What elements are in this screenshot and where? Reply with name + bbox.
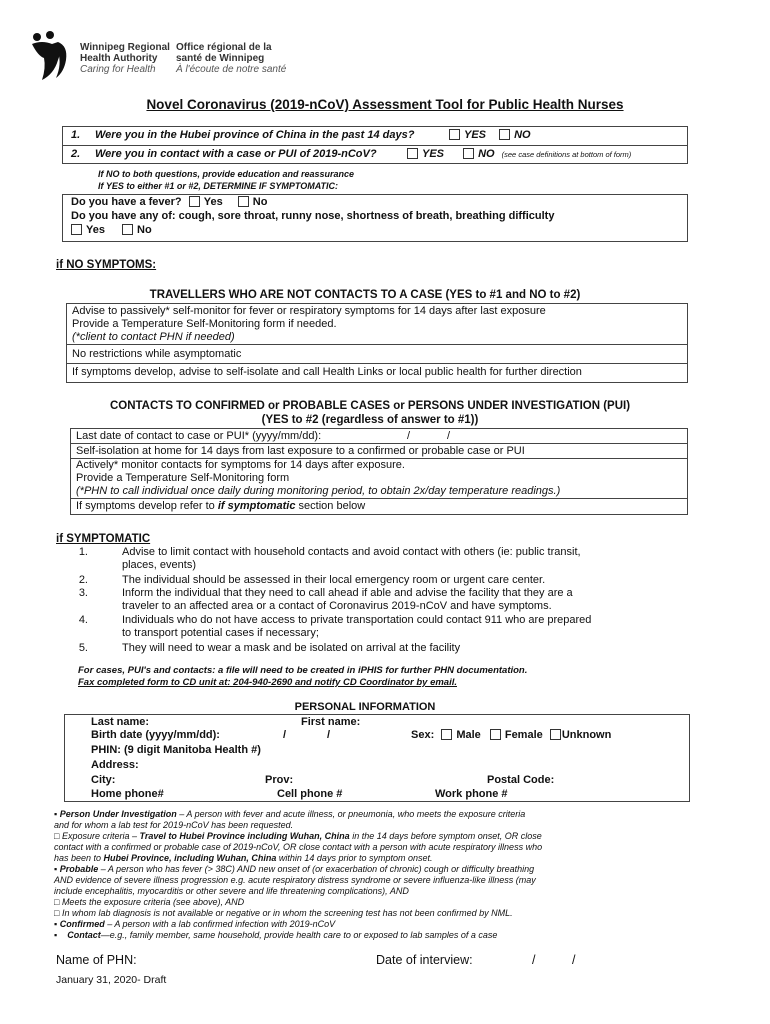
c-row4-c: section below <box>298 500 366 512</box>
def-exposure-line3c: within 14 days prior to symptom onset. <box>276 853 433 863</box>
fever-yes-label: Yes <box>203 196 223 208</box>
list-item-2-num: 2. <box>78 574 88 586</box>
c-row2: Self-isolation at home for 14 days from last exposure to a confirmed or probable case or PUI <box>76 445 525 457</box>
cell-phone-label: Cell phone # <box>277 788 343 800</box>
c-row3-line3: (*PHN to call individual once daily during monitoring period, to obtain 2x/day temperature readings.) <box>76 485 561 497</box>
home-phone-label: Home phone# <box>91 788 164 800</box>
def-probable-line5: □ In whom lab diagnosis is not available or negative or in whom the screening test has not been confirmed by NML. <box>54 908 513 918</box>
birthdate-slash-1: / <box>283 729 287 741</box>
c-row3-line2: Provide a Temperature Self-Monitoring form <box>76 472 290 484</box>
travellers-row-1 <box>67 304 687 345</box>
org-en-line2: Health Authority <box>80 53 158 64</box>
def-exposure: □ Exposure criteria – Travel to Hubei Province including Wuhan, China in the 14 days before symptom onset, OR close <box>54 831 542 841</box>
no-symptoms-heading: if NO SYMPTOMS: <box>56 259 157 271</box>
work-phone-label: Work phone # <box>435 788 508 800</box>
list-item-4-line2: to transport potential cases if necessary; <box>122 627 319 639</box>
question-1-row <box>63 127 687 146</box>
def-contact-text: —e.g., family member, same household, provide health care to or exposed to lab samples of a case <box>100 930 498 940</box>
def-pui-label: Person Under Investigation <box>59 809 177 819</box>
symptomatic-list <box>0 546 770 656</box>
def-probable-line2: AND evidence of severe illness progression e.g. acute respiratory distress syndrome or severe influenza-like illness (may <box>54 875 536 885</box>
list-item-4-num: 4. <box>78 614 88 626</box>
sex-group <box>411 729 611 741</box>
interview-date-slash-1: / <box>532 953 536 967</box>
org-name-en <box>80 42 170 75</box>
t-row1-line1: Advise to passively* self-monitor for fever or respiratory symptoms for 14 days after last exposure <box>72 305 546 317</box>
list-item-1 <box>122 546 682 572</box>
list-item-5-num: 5. <box>78 642 88 654</box>
interview-date-label: Date of interview: <box>376 953 473 967</box>
personal-info-heading: PERSONAL INFORMATION <box>294 701 436 713</box>
travellers-table <box>66 303 688 383</box>
def-exposure-b: Travel to Hubei Province including Wuhan, China <box>139 831 350 841</box>
list-item-3 <box>122 587 682 613</box>
fever-yes-checkbox[interactable] <box>189 196 200 207</box>
phn-name-label: Name of PHN: <box>56 953 137 967</box>
list-item-3-num: 3. <box>78 587 88 599</box>
fax-note: Fax completed form to CD unit at: 204-940-2690 and notify CD Coordinator by email. <box>78 677 458 688</box>
org-fr-line1: Office régional de la <box>176 42 272 53</box>
q1-text: Were you in the Hubei province of China in the past 14 days? <box>95 129 415 141</box>
fever-no-checkbox[interactable] <box>238 196 249 207</box>
q1-no-checkbox[interactable] <box>499 129 510 140</box>
personal-info-box <box>64 714 690 802</box>
def-exposure-line3b: Hubei Province, including Wuhan, China <box>103 853 277 863</box>
q1-no-label: NO <box>514 129 531 141</box>
def-probable-text: – A person who has fever (> 38C) AND new onset of (or exacerbation of chronic) cough or difficulty breathing <box>98 864 535 874</box>
case-definitions <box>54 809 714 941</box>
q1-yes-label: YES <box>464 129 487 141</box>
t-row2: No restrictions while asymptomatic <box>72 348 242 360</box>
wrha-logo <box>28 30 72 82</box>
q2-note: (see case definitions at bottom of form) <box>501 150 632 159</box>
org-fr-line2: santé de Winnipeg <box>176 53 265 64</box>
birthdate-label: Birth date (yyyy/mm/dd): <box>91 729 220 741</box>
def-exposure-line3 <box>54 853 714 864</box>
travellers-title: TRAVELLERS WHO ARE NOT CONTACTS TO A CASE (YES to #1 and NO to #2) <box>149 289 581 301</box>
org-en-line1: Winnipeg Regional <box>80 42 170 53</box>
def-probable: ▪ Probable – A person who has fever (> 38C) AND new onset of (or exacerbation of chronic) cough or difficulty breathing <box>54 864 535 874</box>
fever-question <box>71 196 267 208</box>
phin-label: PHIN: (9 digit Manitoba Health #) <box>91 744 261 756</box>
q2-no-label: NO <box>478 148 495 160</box>
q2-yes-group <box>403 148 631 160</box>
q2-text: Were you in contact with a case or PUI of 2019-nCoV? <box>95 148 377 160</box>
symptoms-yes-checkbox[interactable] <box>71 224 82 235</box>
q1-yes-group <box>445 129 531 141</box>
contacts-row-4 <box>76 500 365 512</box>
screening-questions-box <box>62 126 688 164</box>
c-row3-line1: Actively* monitor contacts for symptoms for 14 days after exposure. <box>76 459 405 471</box>
unknown-label: Unknown <box>561 729 612 741</box>
q2-number: 2. <box>71 148 81 160</box>
male-checkbox[interactable] <box>441 729 452 740</box>
def-exposure-a: Exposure criteria – <box>61 831 140 841</box>
contacts-title-1: CONTACTS TO CONFIRMED or PROBABLE CASES or PERSONS UNDER INVESTIGATION (PUI) <box>109 400 631 412</box>
question-2-row <box>63 146 687 164</box>
def-probable-line5-text: In whom lab diagnosis is not available or negative or in whom the screening test has not been confirmed by NML. <box>61 908 513 918</box>
interview-date-slash-2: / <box>572 953 576 967</box>
t-row1-line3: (*client to contact PHN if needed) <box>72 331 235 343</box>
contacts-table <box>70 428 688 515</box>
contacts-row-1 <box>71 429 687 444</box>
iphis-note: For cases, PUI's and contacts: a file will need to be created in iPHIS for further PHN documentation. <box>78 665 528 676</box>
address-label: Address: <box>91 759 139 771</box>
c-row1-slash-1: / <box>407 430 411 442</box>
c-row4-a: If symptoms develop refer to <box>76 500 215 512</box>
last-name-label: Last name: <box>91 716 150 728</box>
page-title: Novel Coronavirus (2019-nCoV) Assessment Tool for Public Health Nurses <box>146 97 624 112</box>
travellers-row-2 <box>67 345 687 364</box>
list-item-4-line1: Individuals who do not have access to private transportation could contact 911 who are prepared <box>122 614 592 626</box>
list-item-3-line1: Inform the individual that they need to call ahead if able and advise the facility that they are a <box>122 587 573 599</box>
screening-note-1: If NO to both questions, provide education and reassurance <box>98 169 355 179</box>
symptoms-no-label: No <box>137 224 152 236</box>
list-item-1-line2: places, events) <box>122 559 196 571</box>
def-exposure-c: in the 14 days before symptom onset, OR close <box>349 831 542 841</box>
symptom-check-box <box>62 194 688 242</box>
def-pui-text: – A person with fever and acute illness, or pneumonia, who meets the exposure criteria <box>176 809 526 819</box>
t-row3: If symptoms develop, advise to self-isolate and call Health Links or local public health for further direction <box>72 366 582 378</box>
symptoms-answer <box>71 224 152 236</box>
sex-label: Sex: <box>411 729 435 741</box>
travellers-row-3 <box>67 364 687 383</box>
def-probable-line4: □ Meets the exposure criteria (see above), AND <box>54 897 245 907</box>
list-item-4 <box>122 614 682 640</box>
list-item-5: They will need to wear a mask and be isolated on arrival at the facility <box>122 642 461 654</box>
first-name-label: First name: <box>301 716 361 728</box>
c-row1: Last date of contact to case or PUI* (yyyy/mm/dd): <box>76 430 322 442</box>
q1-yes-checkbox[interactable] <box>449 129 460 140</box>
birthdate-slash-2: / <box>327 729 331 741</box>
q2-yes-label: YES <box>422 148 445 160</box>
def-pui-text2: and for whom a lab test for 2019-nCoV has been requested. <box>54 820 294 830</box>
c-row1-slash-2: / <box>447 430 451 442</box>
female-label: Female <box>504 729 543 741</box>
contacts-title-2: (YES to #2 (regardless of answer to #1)) <box>261 414 479 426</box>
org-name-fr <box>176 42 286 75</box>
def-contact-label: Contact <box>67 930 101 940</box>
fever-question-text: Do you have a fever? <box>71 196 182 208</box>
list-item-1-line1: Advise to limit contact with household contacts and avoid contact with others (ie: public transit, <box>122 546 581 558</box>
symptoms-yes-label: Yes <box>86 224 105 236</box>
unknown-checkbox[interactable] <box>550 729 561 740</box>
screening-note-2: If YES to either #1 or #2, DETERMINE IF SYMPTOMATIC: <box>98 181 339 191</box>
def-confirmed: ▪ Confirmed – A person with a lab confirmed infection with 2019-nCoV <box>54 919 336 929</box>
q1-number: 1. <box>71 129 81 141</box>
prov-label: Prov: <box>265 774 294 786</box>
q2-yes-checkbox[interactable] <box>407 148 418 159</box>
list-item-1-num: 1. <box>78 546 88 558</box>
def-confirmed-text: – A person with a lab confirmed infection with 2019-nCoV <box>104 919 336 929</box>
def-confirmed-label: Confirmed <box>59 919 105 929</box>
list-item-3-line2: traveler to an affected area or a contact of Coronavirus 2019-nCoV and have symptoms. <box>122 600 552 612</box>
draft-date: January 31, 2020- Draft <box>56 974 167 986</box>
q2-no-checkbox[interactable] <box>463 148 474 159</box>
t-row1-line2: Provide a Temperature Self-Monitoring form if needed. <box>72 318 337 330</box>
def-probable-line4-text: Meets the exposure criteria (see above), AND <box>61 897 245 907</box>
def-probable-label: Probable <box>59 864 99 874</box>
symptoms-no-checkbox[interactable] <box>122 224 133 235</box>
org-en-tagline: Caring for Health <box>80 64 156 75</box>
org-fr-tagline: À l'écoute de notre santé <box>176 64 287 75</box>
city-label: City: <box>91 774 116 786</box>
postal-code-label: Postal Code: <box>487 774 555 786</box>
def-probable-line3: include encephalitis, myocarditis or other severe and life threatening complications), AND <box>54 886 409 896</box>
contacts-row-2 <box>71 444 687 459</box>
def-exposure-line2: contact with a confirmed or probable case of 2019-nCoV, OR close contact with a person with acute respiratory illness who <box>54 842 543 852</box>
list-item-2: The individual should be assessed in their local emergency room or urgent care center. <box>122 574 546 586</box>
c-row4-b: if symptomatic <box>217 500 296 512</box>
symptoms-question: Do you have any of: cough, sore throat, runny nose, shortness of breath, breathing difficulty <box>71 210 555 222</box>
male-label: Male <box>456 729 481 741</box>
def-exposure-line3a: has been to <box>54 853 104 863</box>
fever-no-label: No <box>252 196 268 208</box>
contacts-row-3 <box>71 459 687 499</box>
def-contact: ▪ Contact—e.g., family member, same household, provide health care to or exposed to lab samples of a case <box>54 930 498 940</box>
female-checkbox[interactable] <box>490 729 501 740</box>
symptomatic-heading: if SYMPTOMATIC <box>56 533 151 545</box>
def-pui: ▪ Person Under Investigation – A person with fever and acute illness, or pneumonia, who meets the exposure criteria <box>54 809 526 819</box>
